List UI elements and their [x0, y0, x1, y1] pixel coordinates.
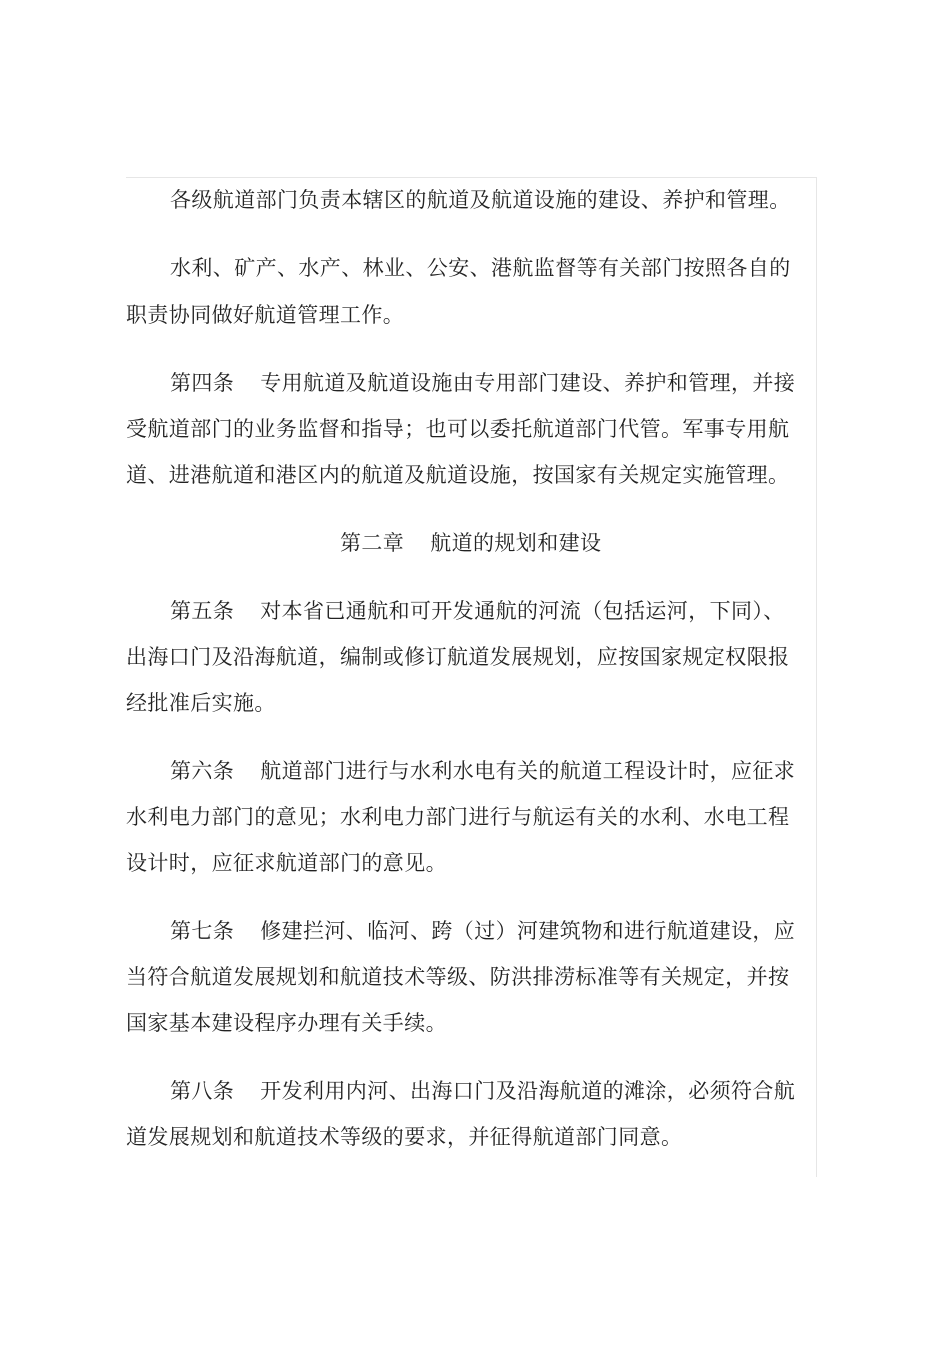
article-first-line — [170, 757, 795, 785]
article-text: 航道部门进行与水利水电有关的航道工程设计时，应征求 — [260, 759, 796, 783]
article-number: 第七条 — [170, 919, 235, 943]
article-first-line — [170, 917, 795, 945]
article-text: 修建拦河、临河、跨（过）河建筑物和进行航道建设，应 — [260, 919, 796, 943]
paragraph-line: 职责协同做好航道管理工作。 — [126, 303, 405, 327]
paragraph-line: 国家基本建设程序办理有关手续。 — [126, 1011, 447, 1035]
paragraph-line: 各级航道部门负责本辖区的航道及航道设施的建设、养护和管理。 — [170, 188, 791, 212]
paragraph-line: 设计时，应征求航道部门的意见。 — [126, 851, 447, 875]
paragraph-line: 道、进港航道和港区内的航道及航道设施，按国家有关规定实施管理。 — [126, 463, 790, 487]
article-first-line — [170, 1077, 795, 1105]
article-text: 专用航道及航道设施由专用部门建设、养护和管理，并接 — [260, 371, 796, 395]
article-first-line — [170, 369, 795, 397]
article-first-line — [170, 597, 785, 625]
article-text: 对本省已通航和可开发通航的河流（包括运河，下同）、 — [260, 599, 785, 623]
chapter-heading — [340, 529, 601, 557]
chapter-number: 第二章 — [340, 531, 405, 555]
paragraph-line: 道发展规划和航道技术等级的要求，并征得航道部门同意。 — [126, 1125, 683, 1149]
paragraph-line: 当符合航道发展规划和航道技术等级、防洪排涝标准等有关规定，并按 — [126, 965, 790, 989]
paragraph-line: 经批准后实施。 — [126, 691, 276, 715]
article-number: 第四条 — [170, 371, 235, 395]
paragraph-line: 出海口门及沿海航道，编制或修订航道发展规划，应按国家规定权限报 — [126, 645, 790, 669]
article-number: 第六条 — [170, 759, 235, 783]
chapter-title: 航道的规划和建设 — [430, 531, 602, 555]
article-number: 第八条 — [170, 1079, 235, 1103]
paragraph-line: 受航道部门的业务监督和指导；也可以委托航道部门代管。军事专用航 — [126, 417, 790, 441]
article-number: 第五条 — [170, 599, 235, 623]
paragraph-line: 水利电力部门的意见；水利电力部门进行与航运有关的水利、水电工程 — [126, 805, 790, 829]
paragraph-line: 水利、矿产、水产、林业、公安、港航监督等有关部门按照各自的 — [170, 256, 791, 280]
article-text: 开发利用内河、出海口门及沿海航道的滩涂，必须符合航 — [260, 1079, 796, 1103]
